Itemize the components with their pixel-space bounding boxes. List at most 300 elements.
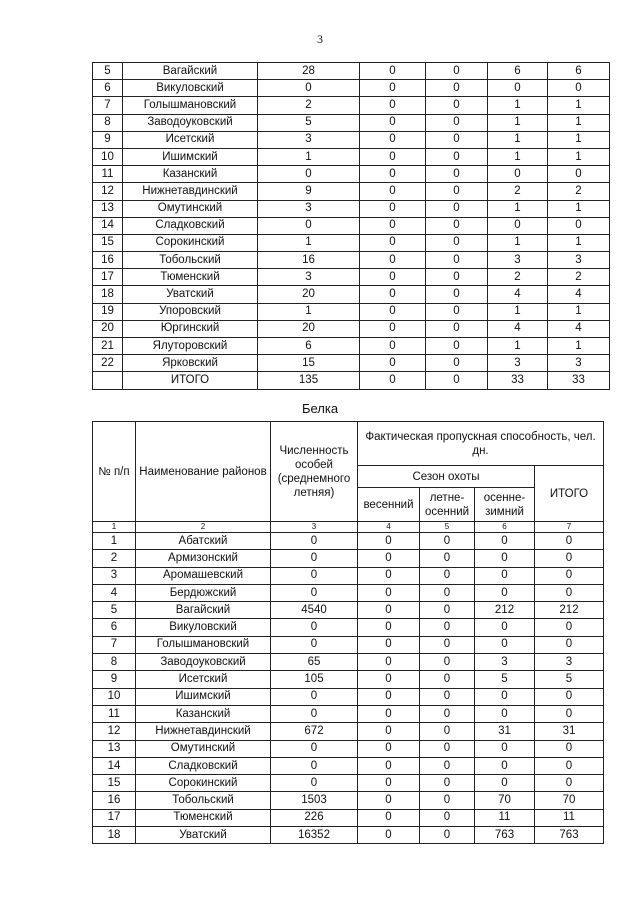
table-row [93, 200, 610, 217]
table-row [93, 131, 610, 148]
table-cell: 0 [358, 654, 420, 671]
table-cell: 0 [426, 80, 488, 97]
table-cell: 0 [258, 166, 360, 183]
table-cell: 21 [93, 338, 123, 355]
table-cell: 0 [475, 584, 535, 601]
table-cell: Викуловский [123, 80, 258, 97]
header-total: ИТОГО [535, 466, 604, 522]
table-row [93, 183, 610, 200]
table-cell: 0 [271, 705, 358, 722]
table-cell: 14 [93, 757, 136, 774]
table-cell: Нижнетавдинский [136, 723, 271, 740]
table-cell: 0 [475, 550, 535, 567]
table-cell: 0 [426, 338, 488, 355]
table-cell: 0 [358, 636, 420, 653]
table-row [93, 827, 604, 844]
table-cell: 1 [488, 200, 548, 217]
table-cell: 5 [475, 671, 535, 688]
table-cell: 0 [535, 636, 604, 653]
table-cell: 6 [258, 338, 360, 355]
table-cell: 2 [488, 269, 548, 286]
table-cell: 0 [360, 166, 426, 183]
table-row [93, 234, 610, 251]
table-cell: 1 [548, 303, 610, 320]
table-cell: 1 [258, 234, 360, 251]
table-cell: 1 [258, 303, 360, 320]
table-cell: 3 [258, 200, 360, 217]
table-cell: Исетский [136, 671, 271, 688]
table-cell: 0 [420, 705, 475, 722]
table-cell: 9 [93, 131, 123, 148]
table-cell: 0 [360, 338, 426, 355]
table-cell: 0 [426, 183, 488, 200]
table-row [93, 723, 604, 740]
table-cell: 0 [426, 131, 488, 148]
table-cell: 0 [271, 775, 358, 792]
table-cell: 0 [475, 636, 535, 653]
table-cell: 4 [488, 286, 548, 303]
table-row [93, 148, 610, 165]
table-cell: 0 [360, 269, 426, 286]
table-cell: 0 [426, 252, 488, 269]
table-cell: 3 [548, 252, 610, 269]
table-row [93, 584, 604, 601]
table-cell: 0 [420, 757, 475, 774]
table-cell: 0 [426, 200, 488, 217]
table-cell: Юргинский [123, 320, 258, 337]
column-number: 3 [271, 522, 358, 533]
table-cell: 0 [420, 654, 475, 671]
table-cell: Голышмановский [136, 636, 271, 653]
table-cell: 70 [535, 792, 604, 809]
table-cell: 0 [426, 114, 488, 131]
table-cell: 0 [420, 688, 475, 705]
header-population: Численность особей (среднемного летняя) [271, 422, 358, 522]
table-cell: 0 [358, 567, 420, 584]
table-cell: Нижнетавдинский [123, 183, 258, 200]
table-row [93, 286, 610, 303]
table-cell: 6 [488, 63, 548, 80]
table-cell: 0 [360, 183, 426, 200]
table-cell: 11 [535, 809, 604, 826]
table-cell: 1 [488, 97, 548, 114]
table-cell: 0 [475, 757, 535, 774]
table-cell: 4 [548, 320, 610, 337]
table-cell: 0 [271, 533, 358, 550]
table-cell: Ялуторовский [123, 338, 258, 355]
table-row [93, 567, 604, 584]
table-cell: 6 [93, 619, 136, 636]
table-cell: 33 [488, 372, 548, 389]
table-cell: 0 [475, 688, 535, 705]
table-cell: 2 [93, 550, 136, 567]
table-cell: 0 [420, 567, 475, 584]
table-cell: 1 [488, 234, 548, 251]
table-cell: 0 [360, 97, 426, 114]
table-cell: 6 [548, 63, 610, 80]
table-cell: 1 [548, 200, 610, 217]
table-cell: Омутинский [123, 200, 258, 217]
table-cell: 0 [360, 80, 426, 97]
table-cell: Упоровский [123, 303, 258, 320]
table-cell: 0 [426, 372, 488, 389]
table-cell: 13 [93, 740, 136, 757]
table-cell: 0 [488, 80, 548, 97]
table-cell: 0 [475, 775, 535, 792]
table-cell: 0 [358, 671, 420, 688]
table-cell: 0 [426, 269, 488, 286]
column-number: 5 [420, 522, 475, 533]
table-cell: Ишимский [136, 688, 271, 705]
table-cell: 5 [258, 114, 360, 131]
table-cell: 0 [535, 550, 604, 567]
table-cell: 1 [548, 97, 610, 114]
table-cell: 0 [360, 234, 426, 251]
table-cell: 763 [475, 827, 535, 844]
table-cell: 0 [475, 705, 535, 722]
table-cell: 10 [93, 148, 123, 165]
table-cell: 17 [93, 269, 123, 286]
table-cell: Ярковский [123, 355, 258, 372]
table-cell: 2 [488, 183, 548, 200]
table-row [93, 372, 610, 389]
table-cell: 0 [535, 705, 604, 722]
table-row [93, 355, 610, 372]
table-cell: 3 [548, 355, 610, 372]
table-cell: 0 [271, 619, 358, 636]
table-cell: 1 [258, 148, 360, 165]
table-cell: 0 [271, 688, 358, 705]
table-cell: 1 [488, 131, 548, 148]
table-cell: 0 [426, 166, 488, 183]
table-cell: 0 [426, 217, 488, 234]
table-cell: 11 [475, 809, 535, 826]
header-district: Наименование районов [136, 422, 271, 522]
table-cell: 33 [548, 372, 610, 389]
table-cell: 0 [548, 80, 610, 97]
table-cell: 0 [475, 533, 535, 550]
column-number: 2 [136, 522, 271, 533]
squirrel-table-body [93, 533, 604, 844]
table-cell: 3 [258, 131, 360, 148]
table-cell: 6 [93, 80, 123, 97]
table-cell: Сладковский [136, 757, 271, 774]
table-cell: 1 [93, 533, 136, 550]
table-cell: 15 [93, 234, 123, 251]
table-cell: 0 [548, 166, 610, 183]
table-cell: 20 [258, 320, 360, 337]
table-cell: 0 [360, 217, 426, 234]
table-cell: 0 [426, 148, 488, 165]
table-cell: 11 [93, 166, 123, 183]
table-cell: 0 [475, 740, 535, 757]
table-cell: 4 [93, 584, 136, 601]
column-number: 7 [535, 522, 604, 533]
table-cell: 5 [93, 63, 123, 80]
table-cell: Аромашевский [136, 567, 271, 584]
table-cell: 4 [548, 286, 610, 303]
table-cell: 1 [548, 131, 610, 148]
page-number: 3 [317, 32, 323, 46]
table-cell: 0 [420, 602, 475, 619]
table-cell: 0 [426, 320, 488, 337]
table-cell: 0 [358, 827, 420, 844]
table-cell: 12 [93, 723, 136, 740]
table-cell: Вагайский [136, 602, 271, 619]
table-cell: 0 [258, 80, 360, 97]
table-cell: 0 [420, 619, 475, 636]
table-cell: 20 [93, 320, 123, 337]
header-num: № п/п [93, 422, 136, 522]
table-cell: 0 [426, 286, 488, 303]
table-cell: 0 [271, 584, 358, 601]
table-cell: 3 [93, 567, 136, 584]
table-cell: 0 [420, 775, 475, 792]
table-cell: Уватский [123, 286, 258, 303]
table-cell: 13 [93, 200, 123, 217]
table-cell: 20 [258, 286, 360, 303]
table-row [93, 757, 604, 774]
table-cell: 1503 [271, 792, 358, 809]
table-cell: Абатский [136, 533, 271, 550]
table-cell: 2 [258, 97, 360, 114]
table-cell: Сорокинский [136, 775, 271, 792]
table-cell: 0 [358, 550, 420, 567]
table-cell: 0 [271, 757, 358, 774]
table-cell: 11 [93, 705, 136, 722]
table-cell: 4540 [271, 602, 358, 619]
table-row [93, 217, 610, 234]
table-cell: 1 [548, 148, 610, 165]
table-cell: 0 [426, 355, 488, 372]
table-continued-body [93, 63, 610, 390]
table-row [93, 114, 610, 131]
table-cell: 0 [420, 671, 475, 688]
table-cell: 0 [360, 114, 426, 131]
table-cell: 226 [271, 809, 358, 826]
table-cell: Тюменский [123, 269, 258, 286]
table-cell: Армизонский [136, 550, 271, 567]
table-cell: 0 [358, 809, 420, 826]
table-cell: 0 [358, 688, 420, 705]
table-cell: Викуловский [136, 619, 271, 636]
table-cell: 18 [93, 827, 136, 844]
header-spring: весенний [358, 488, 420, 522]
table-cell: 7 [93, 636, 136, 653]
table-cell: 0 [426, 97, 488, 114]
table-row [93, 688, 604, 705]
table-cell: 18 [93, 286, 123, 303]
table-row [93, 550, 604, 567]
header-season: Сезон охоты [358, 466, 535, 488]
table-cell: 0 [271, 550, 358, 567]
table-cell: 0 [420, 636, 475, 653]
table-cell: 5 [93, 602, 136, 619]
table-cell: 0 [360, 320, 426, 337]
table-cell: 10 [93, 688, 136, 705]
table-cell: 15 [258, 355, 360, 372]
table-cell: 0 [420, 827, 475, 844]
table-cell: 0 [358, 723, 420, 740]
table-cell: 0 [535, 740, 604, 757]
table-cell: 0 [535, 584, 604, 601]
table-cell: 16352 [271, 827, 358, 844]
table-cell: 0 [358, 602, 420, 619]
table-cell: Омутинский [136, 740, 271, 757]
table-cell: 0 [420, 723, 475, 740]
table-cell: 0 [358, 533, 420, 550]
table-cell: 0 [535, 688, 604, 705]
table-cell: 0 [358, 619, 420, 636]
table-cell: 2 [548, 183, 610, 200]
table-row [93, 269, 610, 286]
table-cell: 0 [420, 584, 475, 601]
table-row [93, 705, 604, 722]
table-cell: 3 [488, 252, 548, 269]
table-cell: 3 [488, 355, 548, 372]
table-cell: 0 [360, 148, 426, 165]
table-row [93, 792, 604, 809]
table-cell: 0 [535, 567, 604, 584]
table-cell: 3 [535, 654, 604, 671]
table-cell: 16 [258, 252, 360, 269]
table-cell: 0 [360, 303, 426, 320]
table-cell: 0 [360, 372, 426, 389]
table-cell: 0 [358, 740, 420, 757]
table-row [93, 636, 604, 653]
table-cell: 0 [535, 775, 604, 792]
table-cell: 212 [475, 602, 535, 619]
table-cell: 0 [475, 567, 535, 584]
table-cell: 1 [488, 338, 548, 355]
table-cell: 0 [360, 63, 426, 80]
table-cell: Исетский [123, 131, 258, 148]
table-cell: 15 [93, 775, 136, 792]
table-row [93, 775, 604, 792]
table-cell: 0 [420, 533, 475, 550]
table-row [93, 740, 604, 757]
table-cell: 0 [535, 619, 604, 636]
table-cell: 1 [548, 234, 610, 251]
table-cell: Уватский [136, 827, 271, 844]
table-row [93, 619, 604, 636]
table-row [93, 320, 610, 337]
table-cell: 3 [475, 654, 535, 671]
table-cell: 0 [358, 792, 420, 809]
table-cell: 31 [475, 723, 535, 740]
table-cell: 3 [258, 269, 360, 286]
table-cell: Заводоуковский [123, 114, 258, 131]
table-cell: 0 [360, 286, 426, 303]
table-cell: 0 [535, 757, 604, 774]
table-row [93, 654, 604, 671]
table-cell: Сорокинский [123, 234, 258, 251]
table-cell: 1 [488, 114, 548, 131]
table-row [93, 671, 604, 688]
table-cell: 0 [420, 792, 475, 809]
column-number: 6 [475, 522, 535, 533]
table-cell: 0 [358, 584, 420, 601]
table-cell: 12 [93, 183, 123, 200]
table-cell: Бердюжский [136, 584, 271, 601]
table-cell: 9 [93, 671, 136, 688]
table-cell: 28 [258, 63, 360, 80]
table-cell: ИТОГО [123, 372, 258, 389]
table-row [93, 602, 604, 619]
table-cell: 5 [535, 671, 604, 688]
table-row [93, 166, 610, 183]
table-cell: 1 [488, 303, 548, 320]
table-row [93, 63, 610, 80]
table-cell: 0 [488, 166, 548, 183]
table-cell: 8 [93, 114, 123, 131]
table-cell: 0 [360, 355, 426, 372]
table-cell: 19 [93, 303, 123, 320]
table-cell: 0 [358, 705, 420, 722]
table-cell: 0 [358, 775, 420, 792]
table-cell: Вагайский [123, 63, 258, 80]
table-row [93, 303, 610, 320]
table-cell: 7 [93, 97, 123, 114]
table-cell: 212 [535, 602, 604, 619]
table-cell [93, 372, 123, 389]
header-capacity: Фактическая пропускная способность, чел. дн. [358, 422, 604, 466]
table-cell: Казанский [136, 705, 271, 722]
table-cell: 0 [488, 217, 548, 234]
table-row [93, 338, 610, 355]
table-cell: 70 [475, 792, 535, 809]
table-cell: 0 [426, 234, 488, 251]
table-row [93, 809, 604, 826]
table-cell: 2 [548, 269, 610, 286]
table-cell: 0 [360, 131, 426, 148]
table-cell: 0 [420, 809, 475, 826]
table-cell: 0 [360, 200, 426, 217]
table-cell: 1 [548, 338, 610, 355]
table-cell: 14 [93, 217, 123, 234]
table-cell: 16 [93, 252, 123, 269]
table-cell: 0 [548, 217, 610, 234]
table-cell: 0 [420, 550, 475, 567]
table-row [93, 97, 610, 114]
squirrel-table [92, 421, 604, 844]
table-cell: Тюменский [136, 809, 271, 826]
column-number-row [93, 522, 604, 533]
table-cell: 65 [271, 654, 358, 671]
table-cell: 1 [548, 114, 610, 131]
table-cell: Сладковский [123, 217, 258, 234]
table-cell: 0 [271, 567, 358, 584]
table-continued [92, 62, 610, 390]
table-cell: 105 [271, 671, 358, 688]
table-cell: Тобольский [136, 792, 271, 809]
header-autumn-winter: осенне-зимний [475, 488, 535, 522]
table-cell: 16 [93, 792, 136, 809]
table-cell: 763 [535, 827, 604, 844]
table-cell: 0 [420, 740, 475, 757]
table-cell: 0 [426, 303, 488, 320]
table-cell: 0 [535, 533, 604, 550]
table-cell: 135 [258, 372, 360, 389]
table-cell: Ишимский [123, 148, 258, 165]
table-row [93, 533, 604, 550]
table-cell: Казанский [123, 166, 258, 183]
table-cell: 8 [93, 654, 136, 671]
table-cell: 22 [93, 355, 123, 372]
header-summer-autumn: летне-осенний [420, 488, 475, 522]
table-cell: Заводоуковский [136, 654, 271, 671]
table-cell: 17 [93, 809, 136, 826]
